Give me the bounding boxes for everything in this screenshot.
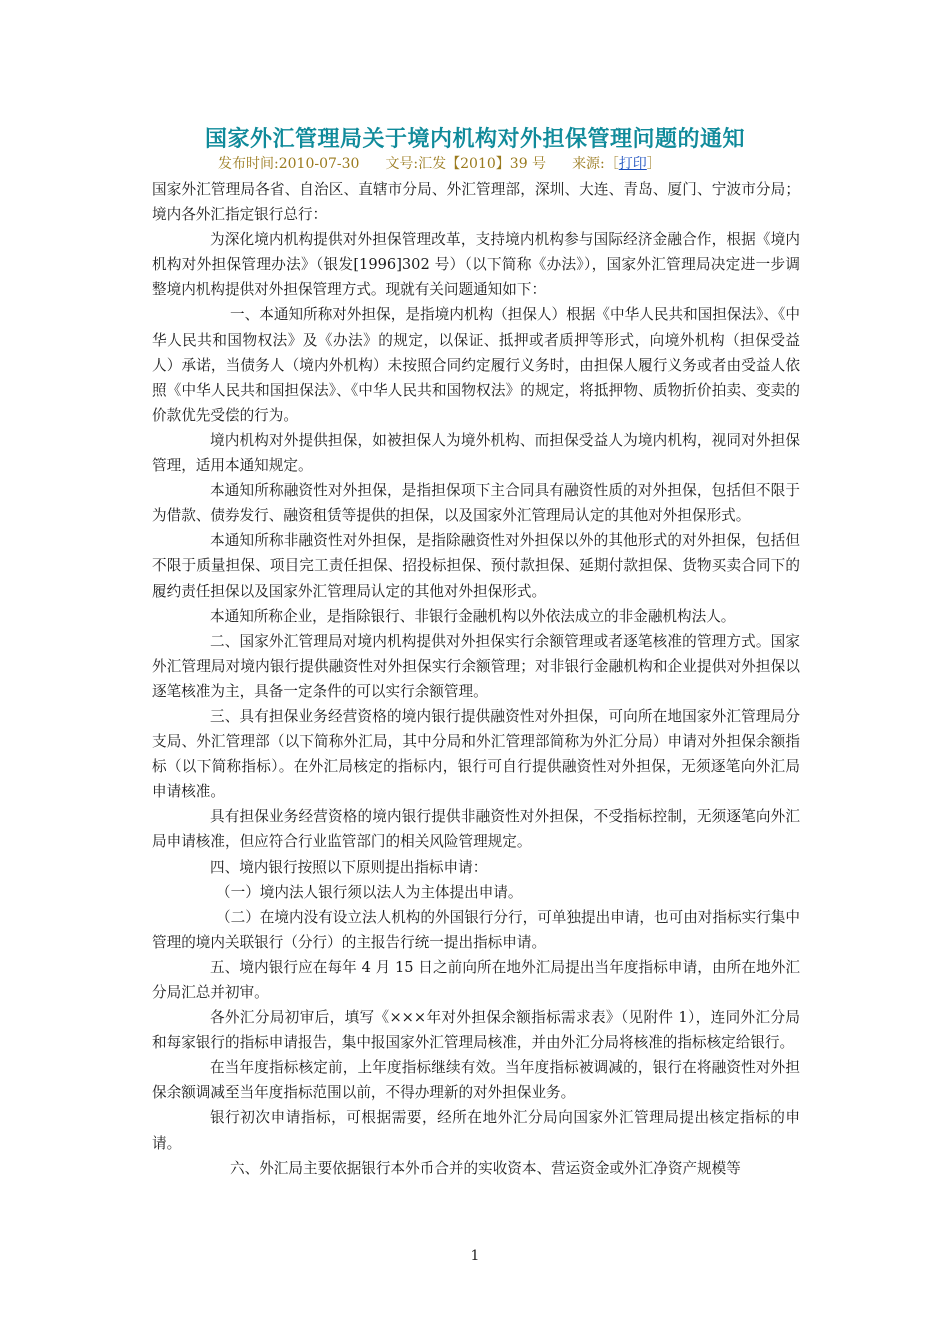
paragraph: 本通知所称企业，是指除银行、非银行金融机构以外依法成立的非金融机构法人。 bbox=[210, 607, 736, 625]
paragraph: 四、境内银行按照以下原则提出指标申请： bbox=[210, 858, 488, 876]
publish-date: 发布时间:2010-07-30 bbox=[218, 156, 360, 172]
document-meta bbox=[218, 153, 661, 173]
paragraph: （二）在境内没有设立法人机构的外国银行分行，可单独提出申请，也可由对指标实行集中管理的境内关联银行（分行）的主报告行统一提出指标申请。 bbox=[152, 908, 800, 951]
paragraph: 银行初次申请指标，可根据需要，经所在地外汇分局向国家外汇管理局提出核定指标的申请。 bbox=[152, 1109, 800, 1152]
paragraph: 二、国家外汇管理局对境内机构提供对外担保实行余额管理或者逐笔核准的管理方式。国家外汇管理局对境内银行提供融资性对外担保实行余额管理；对非银行金融机构和企业提供对外担保以逐笔核准为主，具备一定条件的可以实行余额管理。 bbox=[152, 632, 800, 700]
source-label: 来源:［ bbox=[572, 156, 619, 172]
paragraph: 在当年度指标核定前，上年度指标继续有效。当年度指标被调减的，银行在将融资性对外担保余额调减至当年度指标范围以前，不得办理新的对外担保业务。 bbox=[152, 1059, 800, 1102]
source-bracket-end: ］ bbox=[646, 156, 661, 172]
document-title: 国家外汇管理局关于境内机构对外担保管理问题的通知 bbox=[204, 126, 745, 152]
paragraph: 五、境内银行应在每年 4 月 15 日之前向所在地外汇局提出当年度指标申请，由所在地外汇分局汇总并初审。 bbox=[152, 958, 800, 1001]
document-body bbox=[152, 177, 800, 1181]
print-link[interactable]: 打印 bbox=[618, 156, 647, 172]
paragraph: 各外汇分局初审后，填写《×××年对外担保余额指标需求表》（见附件 1），连同外汇分局和每家银行的指标申请报告，集中报国家外汇管理局核准，并由外汇分局将核准的指标核定给银行。 bbox=[152, 1009, 800, 1052]
paragraph: （一）境内法人银行须以法人为主体提出申请。 bbox=[216, 883, 523, 901]
paragraph: 本通知所称融资性对外担保，是指担保项下主合同具有融资性质的对外担保，包括但不限于为借款、债券发行、融资租赁等提供的担保，以及国家外汇管理局认定的其他对外担保形式。 bbox=[152, 482, 800, 525]
paragraph: 本通知所称非融资性对外担保，是指除融资性对外担保以外的其他形式的对外担保，包括但不限于质量担保、项目完工责任担保、招投标担保、预付款担保、延期付款担保、货物买卖合同下的履约责任担保以及国家外汇管理局认定的其他对外担保形式。 bbox=[152, 532, 800, 600]
paragraph: 三、具有担保业务经营资格的境内银行提供融资性对外担保，可向所在地国家外汇管理局分支局、外汇管理部（以下简称外汇局，其中分局和外汇管理部简称为外汇分局）申请对外担保余额指标（以下简称指标）。在外汇局核定的指标内，银行可自行提供融资性对外担保，无须逐笔向外汇局申请核准。 bbox=[152, 707, 800, 801]
paragraph: 境内机构对外提供担保，如被担保人为境外机构、而担保受益人为境内机构，视同对外担保管理，适用本通知规定。 bbox=[152, 431, 800, 475]
paragraph-addressee: 国家外汇管理局各省、自治区、直辖市分局、外汇管理部，深圳、大连、青岛、厦门、宁波市分局；境内各外汇指定银行总行： bbox=[152, 181, 800, 224]
paragraph: 一、本通知所称对外担保，是指境内机构（担保人）根据《中华人民共和国担保法》、《中华人民共和国物权法》及《办法》的规定，以保证、抵押或者质押等形式，向境外机构（担保受益人）承诺，当债务人（境内外机构）未按照合同约定履行义务时，由担保人履行义务或者由受益人依照《中华人民共和国担保法》、《中华人民共和国物权法》的规定，将抵押物、质物折价拍卖、变卖的价款优先受偿的行为。 bbox=[152, 306, 800, 424]
page-number: 1 bbox=[470, 1248, 480, 1264]
paragraph: 为深化境内机构提供对外担保管理改革，支持境内机构参与国际经济金融合作，根据《境内机构对外担保管理办法》（银发[1996]302 号）（以下简称《办法》），国家外汇管理局决定进一步调整境内机构提供对外担保管理方式。现就有关问题通知如下： bbox=[152, 231, 800, 299]
paragraph: 六、外汇局主要依据银行本外币合并的实收资本、营运资金或外汇净资产规模等 bbox=[230, 1159, 741, 1177]
paragraph: 具有担保业务经营资格的境内银行提供非融资性对外担保，不受指标控制，无须逐笔向外汇局申请核准，但应符合行业监管部门的相关风险管理规定。 bbox=[152, 808, 800, 851]
document-number: 文号:汇发【2010】39 号 bbox=[385, 156, 547, 172]
